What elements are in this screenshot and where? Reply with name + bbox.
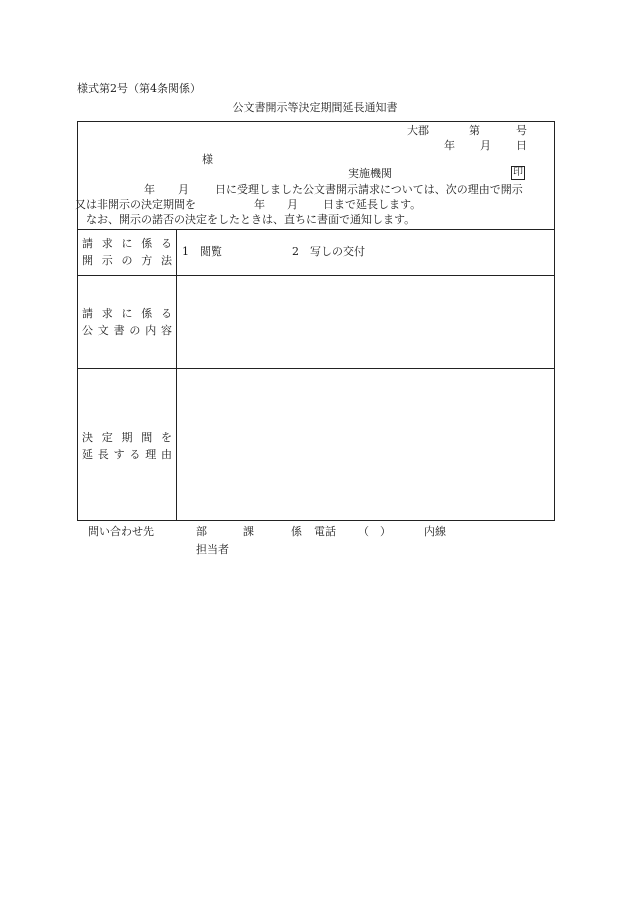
method-label: [82, 235, 172, 269]
contact-unit: 係: [291, 525, 302, 538]
content-label-line1: 請求に係る: [82, 307, 172, 320]
content-label: [82, 305, 172, 339]
body-line2-year: 年: [254, 198, 265, 211]
body-line2-end: 日まで延長します。: [323, 198, 422, 211]
body-line1-year: 年: [144, 183, 155, 196]
method-option-view: 1 閲覧: [182, 245, 222, 258]
row-divider-bottom: [78, 368, 554, 369]
body-line2-text: 又は非開示の決定期間を: [75, 198, 196, 211]
column-divider: [176, 229, 177, 521]
row-divider-top: [78, 229, 554, 230]
method-option-copy: 2 写しの交付: [292, 245, 365, 258]
document-title: 公文書開示等決定期間延長通知書: [232, 101, 398, 114]
reason-label-line1: 決定期間を: [82, 431, 172, 444]
addressee-suffix: 様: [202, 153, 213, 166]
contact-department: 部: [196, 525, 207, 538]
date-month: 月: [480, 139, 491, 152]
doc-number-go: 号: [516, 124, 527, 137]
seal-mark: 印: [513, 167, 523, 178]
date-year: 年: [444, 139, 455, 152]
method-label-line2: 開示の方法: [82, 254, 172, 267]
reason-label: [82, 429, 172, 463]
doc-number-dai: 第: [469, 124, 480, 137]
content-label-line2: 公文書の内容: [82, 324, 172, 337]
contact-phone-paren: （ ）: [358, 525, 391, 538]
form-number: 様式第2号（第4条関係）: [77, 82, 201, 95]
method-label-line1: 請求に係る: [82, 237, 172, 250]
reason-label-line2: 延長する理由: [82, 448, 172, 461]
date-day: 日: [516, 139, 527, 152]
doc-number-prefix: 大郡: [407, 124, 429, 137]
body-line1-text: 日に受理しました公文書開示請求については、次の理由で開示: [215, 183, 523, 196]
contact-section: 課: [243, 525, 254, 538]
contact-phone-label: 電話: [314, 525, 336, 538]
contact-label: 問い合わせ先: [88, 525, 154, 538]
contact-extension-label: 内線: [424, 525, 446, 538]
issuer-label: 実施機関: [348, 167, 392, 180]
row-divider-middle: [78, 275, 554, 276]
notice-form-table: [77, 121, 555, 521]
contact-person-label: 担当者: [196, 543, 229, 556]
body-line1-month: 月: [178, 183, 189, 196]
body-line2-month: 月: [287, 198, 298, 211]
body-line3-text: なお、開示の諾否の決定をしたときは、直ちに書面で通知します。: [86, 213, 416, 226]
